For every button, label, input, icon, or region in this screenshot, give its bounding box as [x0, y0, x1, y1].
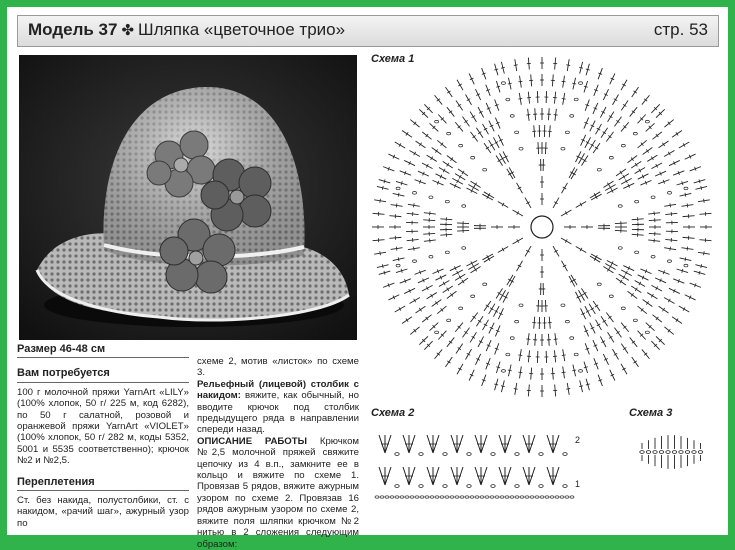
scheme-1-diagram: [367, 49, 717, 399]
model-number: Модель 37: [28, 20, 117, 39]
scheme-2-row-2-label: 2: [575, 435, 580, 445]
materials-heading: Вам потребуется: [17, 368, 189, 382]
page-title: [28, 20, 345, 40]
scheme-2-row-1-label: 1: [575, 479, 580, 489]
work-description-text: Крючком №2,5 молочной пряжей свяжите цепочку из 4 в.п., замкните ее в кольцо и вяжите по схеме 1. Провязав 5 рядов, вяжите ажурным узором по схеме 2. Провязав 16 рядов ажурным узором по схеме 2, вяжите поля шляпки крючком №2 нитью в 2 сложения следующим образом:: [197, 436, 359, 550]
page-number: стр. 53: [654, 20, 708, 40]
text-column-2: [197, 356, 359, 550]
page-header: [17, 15, 719, 47]
stitches-heading: Переплетения: [17, 477, 189, 491]
scheme-2-label: Схема 2: [371, 407, 414, 419]
work-description-label: ОПИСАНИЕ РАБОТЫ: [197, 436, 307, 447]
pattern-name: Шляпка «цветочное трио»: [138, 20, 345, 39]
scheme-2-diagram: [371, 427, 591, 507]
hat-photo: [19, 55, 357, 340]
text-column-1: [17, 344, 189, 529]
scheme-1-label: Схема 1: [371, 53, 414, 65]
stitches-text: Ст. без накида, полустолбики, ст. с накидом, «рачий шаг», ажурный узор по: [17, 495, 189, 529]
scheme-3-label: Схема 3: [629, 407, 672, 419]
work-description-paragraph: [197, 436, 359, 550]
relief-stitch-label: Рельефный (лицевой) столбик с накидом:: [197, 379, 359, 401]
scheme-reference: схеме 2, мотив «листок» по схеме 3.: [197, 356, 359, 379]
magazine-page: [7, 7, 728, 535]
clover-icon: ✤: [121, 22, 134, 39]
scheme-3-diagram: [632, 427, 712, 477]
relief-stitch-text: вяжите, как обычный, но вводите крючок под столбик предыдущего ряда в направлении спереди назад.: [197, 390, 359, 435]
materials-text: 100 г молочной пряжи YarnArt «LILY» (100% хлопок, 50 г/ 225 м, код 6282), по 50 г салатной, розовой и оранжевой пряжи YarnArt «VIOLET» (100% хлопок, 50 г/ 282 м, коды 5352, 5001 и 5535 соответственно); крючок №2 и №2,5.: [17, 387, 189, 467]
relief-stitch-paragraph: [197, 379, 359, 436]
size-heading: Размер 46-48 см: [17, 344, 189, 358]
instructions-text: [17, 344, 357, 534]
